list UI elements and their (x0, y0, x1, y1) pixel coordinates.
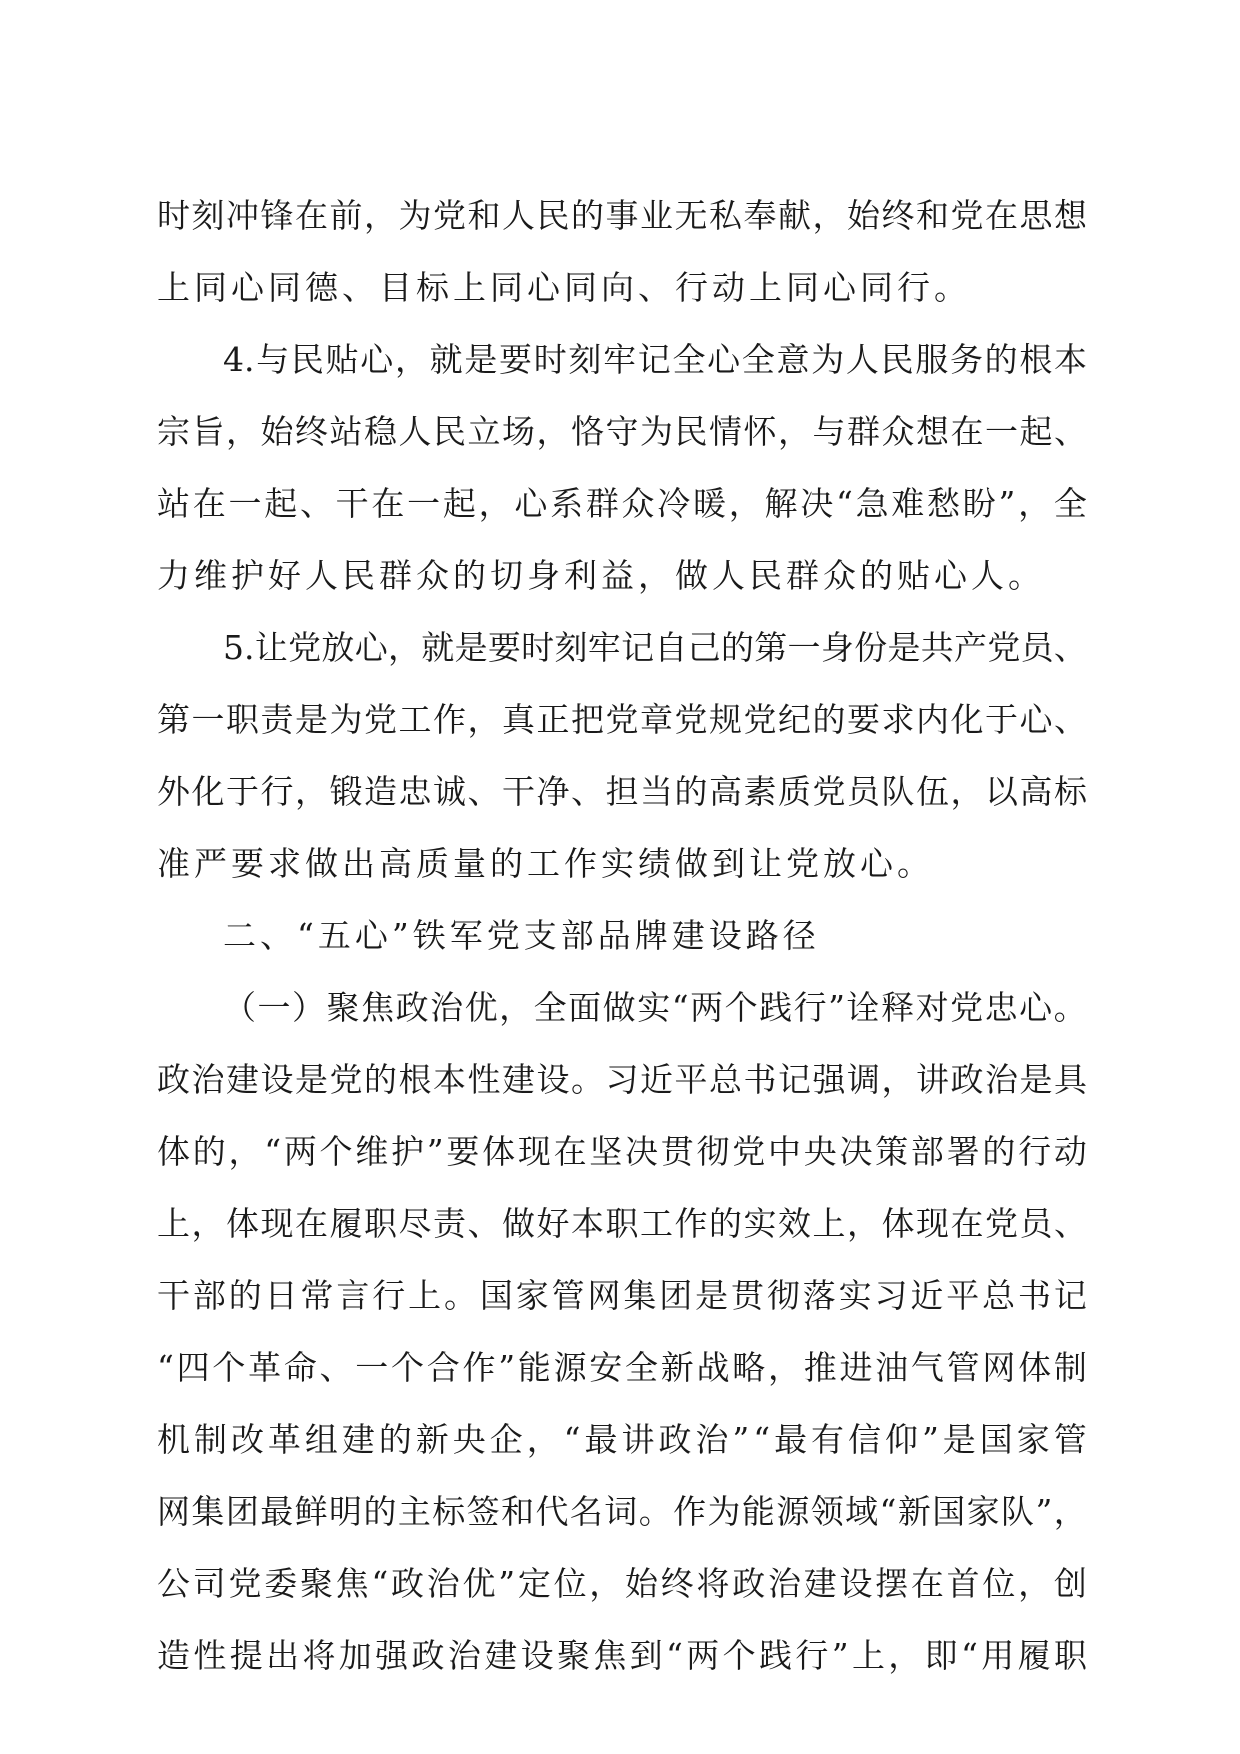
text-line: 站 在 一 起 、 干 在 一 起 ， 心 系 群 众 冷 暖 ， 解 决 “ 急 难 愁 盼 ” ， 全 (157, 484, 1087, 523)
text-line: 时 刻 冲 锋 在 前 ， 为 党 和 人 民 的 事 业 无 私 奉 献 ， 始 终 和 党 在 思 想 (157, 196, 1087, 235)
text-line: 体 的 ， “ 两 个 维 护 ” 要 体 现 在 坚 决 贯 彻 党 中 央 决 策 部 署 的 行 动 (157, 1132, 1087, 1171)
text-line: 上同心同德、目标上同心同向、行动上同心同行。 (157, 268, 971, 307)
section-heading: 二、“五心”铁军党支部品牌建设路径 (223, 916, 820, 955)
text-line: “ 四 个 革 命 、 一 个 合 作 ” 能 源 安 全 新 战 略 ， 推 进 油 气 管 网 体 制 (157, 1348, 1087, 1387)
text-line: 上 ， 体 现 在 履 职 尽 责 、 做 好 本 职 工 作 的 实 效 上 ， 体 现 在 党 员 、 (157, 1204, 1087, 1243)
text-line: 4. 与 民 贴 心 ， 就 是 要 时 刻 牢 记 全 心 全 意 为 人 民 服 务 的 根 本 (223, 340, 1087, 379)
text-line: 5. 让 党 放 心 ， 就 是 要 时 刻 牢 记 自 己 的 第 一 身 份 是 共 产 党 员 、 (223, 628, 1087, 667)
text-line: 力维护好人民群众的切身利益，做人民群众的贴心人。 (157, 556, 1045, 595)
text-line: 造 性 提 出 将 加 强 政 治 建 设 聚 焦 到 “ 两 个 践 行 ” 上 ， 即 “ 用 履 职 (157, 1636, 1087, 1675)
text-line: 准严要求做出高质量的工作实绩做到让党放心。 (157, 844, 934, 883)
text-line: 宗 旨 ， 始 终 站 稳 人 民 立 场 ， 恪 守 为 民 情 怀 ， 与 群 众 想 在 一 起 、 (157, 412, 1087, 451)
text-line: 干 部 的 日 常 言 行 上 。 国 家 管 网 集 团 是 贯 彻 落 实 习 近 平 总 书 记 (157, 1276, 1087, 1315)
text-line: 外 化 于 行 ， 锻 造 忠 诚 、 干 净 、 担 当 的 高 素 质 党 员 队 伍 ， 以 高 标 (157, 772, 1087, 811)
document-body (157, 180, 1087, 1692)
text-line: 公 司 党 委 聚 焦 “ 政 治 优 ” 定 位 ， 始 终 将 政 治 建 设 摆 在 首 位 ， 创 (157, 1564, 1087, 1603)
text-line: 网 集 团 最 鲜 明 的 主 标 签 和 代 名 词 。 作 为 能 源 领 域 “ 新 国 家 队 ” ， (157, 1492, 1087, 1531)
text-line: 机 制 改 革 组 建 的 新 央 企 ， “ 最 讲 政 治 ” “ 最 有 信 仰 ” 是 国 家 管 (157, 1420, 1087, 1459)
text-line: 第 一 职 责 是 为 党 工 作 ， 真 正 把 党 章 党 规 党 纪 的 要 求 内 化 于 心 、 (157, 700, 1087, 739)
text-line: 政 治 建 设 是 党 的 根 本 性 建 设 。 习 近 平 总 书 记 强 调 ， 讲 政 治 是 具 (157, 1060, 1087, 1099)
text-line: （ 一 ） 聚 焦 政 治 优 ， 全 面 做 实 “ 两 个 践 行 ” 诠 释 对 党 忠 心 。 (223, 988, 1087, 1027)
